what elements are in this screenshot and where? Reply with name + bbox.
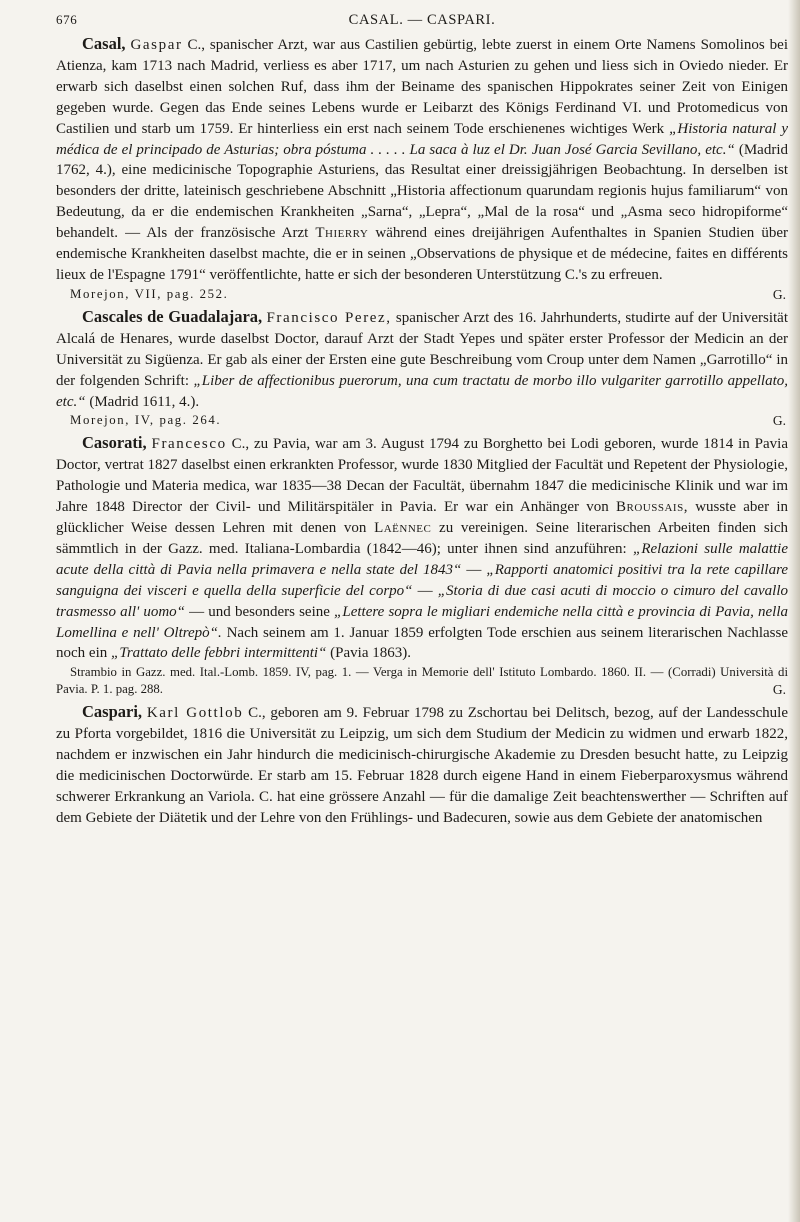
- author-signature: G.: [772, 286, 786, 302]
- person-name: Gaspar: [130, 37, 183, 53]
- headword: Casal,: [82, 34, 126, 53]
- headword: Casorati,: [82, 433, 147, 453]
- page-edge-shadow: [788, 0, 800, 1222]
- entry-cascales: [56, 307, 788, 430]
- author-signature: G.: [772, 682, 786, 698]
- entry-body: Caspari, Karl Gottlob C., geboren am 9. Februar 1798 zu Zschortau bei Delitsch, bezog, auf der Landesschule zu Pforta vorgebildet, 1816 die Universität zu Leipzig, um sich dem Studium der Medicin zu widmen und erwarb 1822, nachdem er inzwischen ein Jahr hindurch die medicinisch-chirurgische Akademie zu Dresden besucht hatte, zu Leipzig die medicinischen Doctorwürde. Er starb am 15. Februar 1828 durch eigene Hand in einem Fieberparoxysmus während schwerer Erkrankung an Variola. C. hat eine grössere Anzahl — für die damalige Zeit beachtenswerther — Schriften auf dem Gebiete der Diätetik und der Lehre von den Frühlings- und Badecuren, sowie aus dem Gebiete der anatomischen: [56, 702, 788, 826]
- person-name: Francesco: [151, 436, 227, 453]
- work-title: „Liber de affectionibus puerorum, una cum tractatu de morbo illo vulgariter garrotillo appellato, etc.“: [56, 372, 788, 410]
- person-name: Francisco Perez,: [266, 309, 392, 326]
- entry-body: Casorati, Francesco C., zu Pavia, war am 3. August 1794 zu Borghetto bei Lodi geboren, wurde 1814 in Pavia Doctor, vertrat 1827 daselbst einen erkrankten Professor, wurde 1830 Mitglied der Facultät und Repetent der Physiologie, Pathologie und Materia medica, war 1835—38 Decan der Facultät, übernahm 1847 die medicinische Klinik und war im Jahre 1848 Director der Civil- und Militärspitäler in Pavia. Er war ein Anhänger von Broussais, wusste aber in glücklicher Weise dessen Lehren mit denen von Laënnec zu vereinigen. Seine literarischen Arbeiten finden sich sämmtlich in der Gazz. med. Italiana-Lombardia (1842—46); unter ihnen sind anzuführen: „Relazioni sulle malattie acute della città di Pavia nella primavera e nella state del 1843“ — „Rapporti anatomici positivi tra la rete capillare sanguigna dei visceri e quella della superficie del corpo“ — „Storia di due casi acuti di moccio o cimuro del cavallo trasmesso all' uomo“ — und besonders seine „Lettere sopra le migliari endemiche nella città e provincia di Pavia, nella Lomellina e nell' Oltrepò“. Nach seinem am 1. Januar 1859 erfolgten Tode erschien aus seinem literarischen Nachlasse noch ein „Trattato delle febbri intermittenti“ (Pavia 1863).: [56, 433, 789, 662]
- reference-line: Strambio in Gazz. med. Ital.-Lomb. 1859. IV, pag. 1. — Verga in Memorie dell' Istituto Lombardo. 1860. II. — (Corradi) Università di Pavia. P. 1. pag. 288. G.: [56, 665, 788, 698]
- work-title: „Historia natural y médica de el principado de Asturias; obra póstuma . . . . . La saca à luz el Dr. Juan José Garcia Sevillano, etc.“: [56, 120, 788, 158]
- entry-casorati: [56, 433, 788, 698]
- work-title: „Rapporti anatomici positivi tra la rete capillare sanguigna dei visceri e quella della superficie del corpo“: [56, 561, 789, 599]
- headword: Caspari,: [82, 702, 143, 722]
- reference-line: Morejon, VII, pag. 252. G.: [70, 286, 786, 302]
- entry-caspari: [56, 702, 788, 828]
- work-title: „Lettere sopra le migliari endemiche nella città e provincia di Pavia, nella Lomellina e nell' Oltrepò“.: [56, 603, 788, 641]
- work-title: „Trattato delle febbri intermittenti“: [110, 645, 327, 662]
- work-title: „Storia di due casi acuti di moccio o cimuro del cavallo trasmesso all' uomo“: [56, 582, 788, 620]
- book-page: [56, 6, 788, 829]
- reference-line: Morejon, IV, pag. 264. G.: [70, 413, 786, 429]
- headword: Cascales de Guadalajara,: [82, 306, 263, 326]
- person-ref: Laënnec: [374, 520, 432, 537]
- entry-body: Cascales de Guadalajara, Francisco Perez, spanischer Arzt des 16. Jahrhunderts, studirte auf der Universität Alcalá de Henares, wurde daselbst Doctor, darauf Arzt der Stadt Yepes und später erster Professor der Medicin an der Universität zu Sigüenza. Er gab als einer der Ersten eine gute Beschreibung vom Croup unter dem Namen „Garrotillo“ in der folgenden Schrift: „Liber de affectionibus puerorum, una cum tractatu de morbo illo vulgariter garrotillo appellato, etc.“ (Madrid 1611, 4.).: [56, 306, 789, 410]
- author-signature: G.: [772, 413, 786, 429]
- running-title: CASAL. — CASPARI.: [348, 12, 496, 28]
- entry-body: Casal, Gaspar C., spanischer Arzt, war aus Castilien gebürtig, lebte zuerst in einem Orte Namens Somolinos bei Atienza, kam 1713 nach Madrid, verliess es aber 1717, um nach Asturien zu gehen und liess sich in Oviedo nieder. Er erwarb sich daselbst einen solchen Ruf, dass ihm der Beiname des spanischen Hippokrates seiner Zeit von Einigen gegeben wurde. Gegen das Ende seines Lebens wurde er Leibarzt des Königs Ferdinand VI. und Protomedicus von Castilien und starb um 1759. Er hinterliess ein erst nach seinem Tode erschienenes wichtiges Werk „Historia natural y médica de el principado de Asturias; obra póstuma . . . . . La saca à luz el Dr. Juan José Garcia Sevillano, etc.“ (Madrid 1762, 4.), eine medicinische Topographie Asturiens, das Resultat einer dreissigjährigen Beobachtung. In derselben ist besonders der dritte, lateinisch geschriebene Abschnitt „Historia affectionum quarundam regionis hujus familiarum“ von Bedeutung, da er die endemischen Krankheiten „Sarna“, „Lepra“, „Mal de la rosa“ und „Asma seco hidropiforme“ behandelt. — Als der französische Arzt Thierry während eines dreijährigen Aufenthaltes in Spanien Studien über endemische Krankheiten daselbst machte, die er in seinen „Observations de physique et de médecine, faites en différents lieux de l'Espagne 1791“ veröffentlichte, hatte er sich der besonderen Unterstützung C.'s zu erfreuen.: [56, 34, 788, 283]
- person-name: Karl Gottlob: [146, 705, 244, 722]
- person-ref: Thierry: [315, 225, 369, 242]
- page-number: 676: [56, 12, 78, 27]
- entry-casal: [56, 34, 788, 303]
- page-header: [56, 6, 788, 30]
- work-title: „Relazioni sulle malattie acute della città di Pavia nella primavera e nella state del 1843“: [56, 540, 788, 578]
- person-ref: Broussais,: [616, 499, 688, 516]
